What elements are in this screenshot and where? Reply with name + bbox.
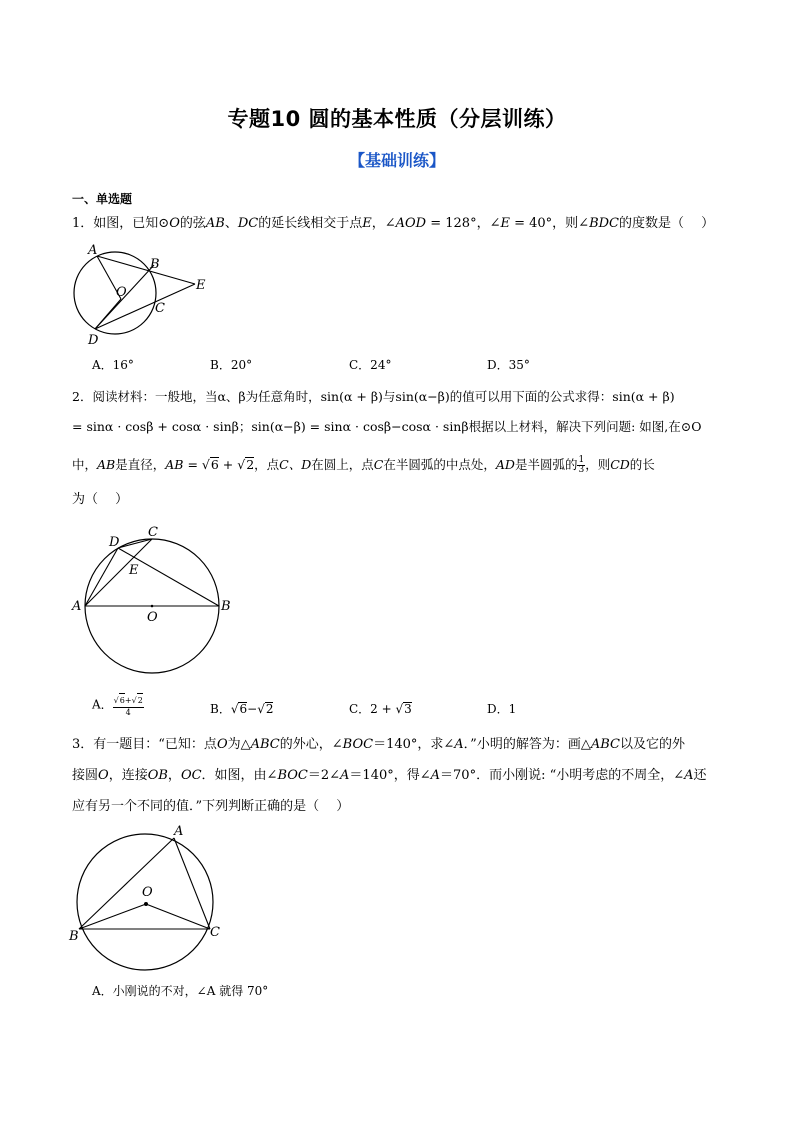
line-ad (85, 548, 118, 606)
label-c: C (148, 525, 158, 540)
circle-o (77, 834, 213, 970)
line-de (95, 284, 195, 329)
question-2-line-3: 中，AB是直径，AB = √6 + √2，点C、D在圆上，点C在半圆弧的中点处，AD是半圆弧的 $\frac{1}{3}$ ，则CD的长 (72, 455, 655, 475)
question-1-text: 1．如图，已知⊙O的弦AB、DC的延长线相交于点E，∠AOD = 128°，∠E = 40°，则∠BDC的度数是（ ） (72, 216, 715, 231)
line-ac (174, 838, 210, 929)
label-a: A (174, 824, 184, 839)
question-3-line-1: 3．有一题目：“已知：点O为△ABC的外心，∠BOC＝140°，求∠A．”小明的解答为：画△ABC以及它的外 (72, 737, 685, 752)
question-2-line-4: 为（ ） (72, 492, 129, 507)
circle-o (74, 252, 156, 334)
question-1-figure (68, 238, 218, 350)
label-a: A (88, 243, 98, 258)
label-b: B (150, 257, 160, 272)
page-title: 专题10 圆的基本性质（分层训练） (227, 107, 567, 131)
q1-option-b[interactable]: B．20° (210, 358, 253, 372)
q2-option-c[interactable]: C．2 + √3 (349, 702, 412, 716)
label-b: B (221, 599, 231, 614)
label-e: E (196, 278, 206, 293)
q3-option-a[interactable]: A．小刚说的不对，∠A 就得 70° (92, 984, 269, 998)
section-subtitle: 【基础训练】 (348, 151, 445, 170)
question-3-line-3: 应有另一个不同的值．”下列判断正确的是（ ） (72, 799, 350, 814)
fraction-one-third: $\frac{1}{3}$ (578, 455, 585, 475)
q2-option-a[interactable]: A． $\frac{√6+√2}{4}$ (92, 693, 144, 717)
q1-option-d[interactable]: D．35° (487, 358, 530, 372)
q2-option-b[interactable]: B．√6−√2 (210, 702, 274, 716)
question-3-figure (66, 822, 230, 974)
line-ae (97, 256, 195, 284)
label-o: O (142, 885, 153, 900)
label-e: E (129, 563, 139, 578)
question-2-figure (66, 522, 238, 680)
question-2-line-2: = sinα · cosβ + cosα · sinβ；sin(α−β) = sinα · cosβ−cosα · sinβ根据以上材料，解决下列问题: 如图,在⊙O (72, 419, 702, 434)
question-2-line-1: 2．阅读材料：一般地，当α、β为任意角时，sin(α + β)与sin(α−β)的值可以用下面的公式求得：sin(α + β) (72, 389, 675, 404)
center-dot (151, 605, 154, 608)
q1-option-a[interactable]: A．16° (92, 358, 134, 372)
line-ob (79, 904, 146, 929)
label-b: B (69, 929, 79, 944)
label-c: C (210, 925, 220, 940)
label-o: O (116, 285, 127, 300)
label-a: A (72, 599, 82, 614)
label-d: D (88, 333, 99, 348)
line-oc (146, 904, 210, 929)
q1-option-c[interactable]: C．24° (349, 358, 392, 372)
center-dot (144, 902, 148, 906)
question-3-line-2: 接圆O，连接OB，OC．如图，由∠BOC＝2∠A＝140°，得∠A＝70°．而小刚说: “小明考虑的不周全，∠A还 (72, 768, 707, 783)
q2-option-d[interactable]: D．1 (487, 702, 517, 716)
label-d: D (109, 535, 120, 550)
section-heading: 一、单选题 (72, 192, 133, 206)
label-c: C (155, 301, 165, 316)
label-o: O (147, 610, 158, 625)
line-ba (79, 838, 174, 929)
